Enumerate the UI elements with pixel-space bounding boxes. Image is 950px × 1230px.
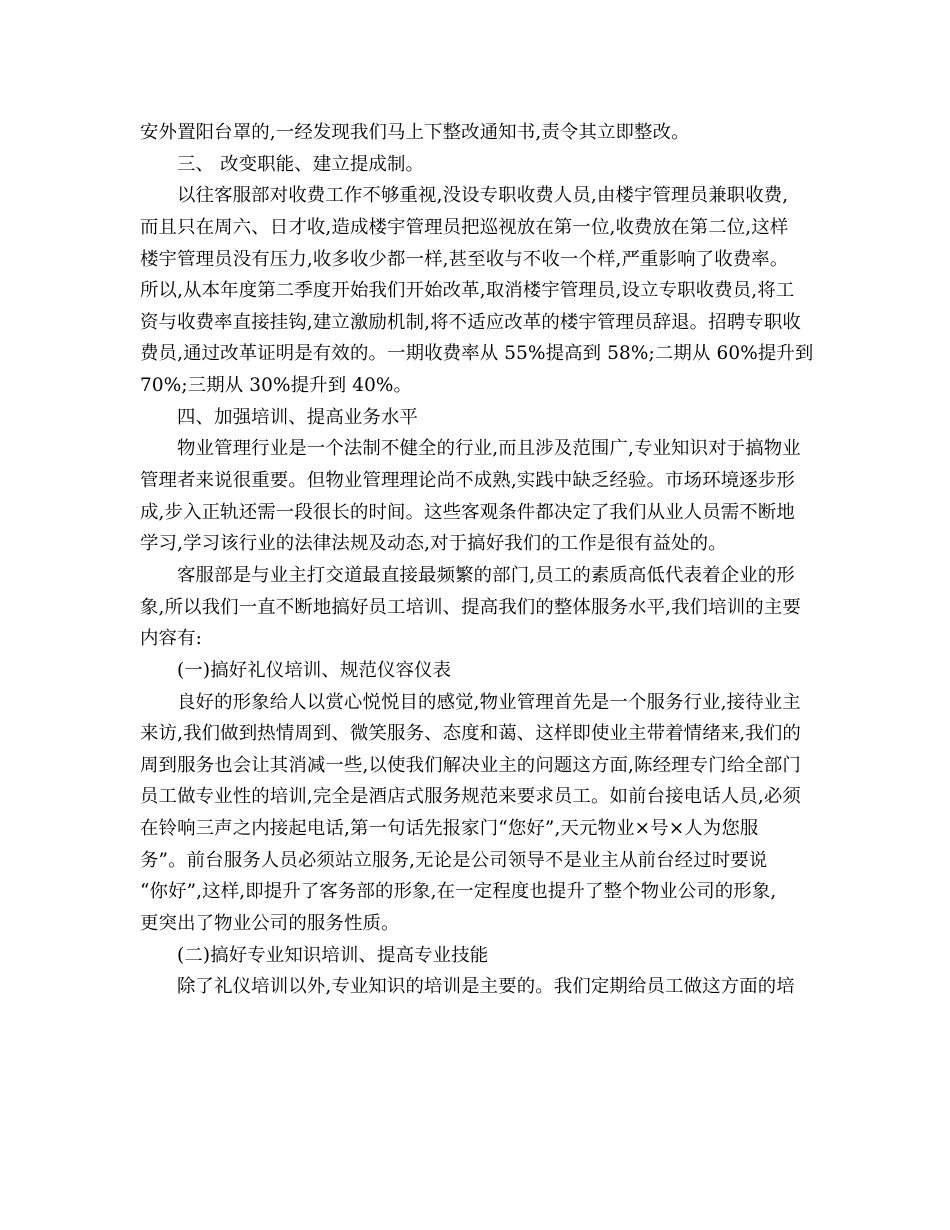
paragraph-line: 70%;三期从 30%提升到 40%。 <box>140 375 413 397</box>
paragraph-line: 所以,从本年度第二季度开始我们开始改革,取消楼宇管理员,设立专职收费员,将工 <box>140 280 795 302</box>
paragraph-line: 在铃响三声之内接起电话,第一句话先报家门“您好”,天元物业×号×人为您服 <box>140 818 759 840</box>
subsection-heading: (一)搞好礼仪培训、规范仪容仪表 <box>177 659 452 681</box>
paragraph-line: “你好”,这样,即提升了客务部的形象,在一定程度也提升了整个物业公司的形象, <box>140 881 777 903</box>
paragraph-line: 以往客服部对收费工作不够重视,没设专职收费人员,由楼宇管理员兼职收费, <box>177 185 789 207</box>
paragraph-line: 资与收费率直接挂钩,建立激励机制,将不适应改革的楼宇管理员辞退。招聘专职收 <box>140 311 801 333</box>
paragraph-line: 管理者来说很重要。但物业管理理论尚不成熟,实践中缺乏经验。市场环境逐步形 <box>140 470 795 492</box>
document-page <box>140 117 812 1003</box>
paragraph-line: 来访,我们做到热情周到、微笑服务、态度和蔼、这样即使业主带着情绪来,我们的 <box>140 723 801 745</box>
section-heading: 三、 改变职能、建立提成制。 <box>177 153 425 175</box>
paragraph-line: 楼宇管理员没有压力,收多收少都一样,甚至收与不收一个样,严重影响了收费率。 <box>140 248 789 270</box>
paragraph-line: 良好的形象给人以赏心悦悦目的感觉,物业管理首先是一个服务行业,接待业主 <box>177 691 801 713</box>
paragraph-line: 周到服务也会让其消减一些,以使我们解决业主的问题这方面,陈经理专门给全部门 <box>140 754 801 776</box>
subsection-heading: (二)搞好专业知识培训、提高专业技能 <box>177 944 489 966</box>
paragraph-line: 物业管理行业是一个法制不健全的行业,而且涉及范围广,专业知识对于搞物业 <box>177 438 801 460</box>
paragraph-line: 内容有: <box>140 628 202 650</box>
paragraph-line: 务”。前台服务人员必须站立服务,无论是公司领导不是业主从前台经过时要说 <box>140 849 768 871</box>
paragraph-line: 费员,通过改革证明是有效的。一期收费率从 55%提高到 58%;二期从 60%提升到 <box>140 343 814 365</box>
paragraph-line: 而且只在周六、日才收,造成楼宇管理员把巡视放在第一位,收费放在第二位,这样 <box>140 216 789 238</box>
paragraph-line: 员工做专业性的培训,完全是酒店式服务规范来要求员工。如前台接电话人员,必须 <box>140 786 801 808</box>
paragraph-line: 成,步入正轨还需一段很长的时间。这些客观条件都决定了我们从业人员需不断地 <box>140 501 795 523</box>
paragraph-line: 更突出了物业公司的服务性质。 <box>140 913 400 935</box>
section-heading: 四、加强培训、提高业务水平 <box>177 406 419 428</box>
paragraph-line: 客服部是与业主打交道最直接最频繁的部门,员工的素质高低代表着企业的形 <box>177 564 795 586</box>
paragraph-line: 安外置阳台罩的,一经发现我们马上下整改通知书,责令其立即整改。 <box>140 122 690 143</box>
paragraph-line: 除了礼仪培训以外,专业知识的培训是主要的。我们定期给员工做这方面的培 <box>177 976 795 998</box>
paragraph-line: 学习,学习该行业的法律法规及动态,对于搞好我们的工作是很有益处的。 <box>140 533 727 555</box>
paragraph-line: 象,所以我们一直不断地搞好员工培训、提高我们的整体服务水平,我们培训的主要 <box>140 596 801 618</box>
